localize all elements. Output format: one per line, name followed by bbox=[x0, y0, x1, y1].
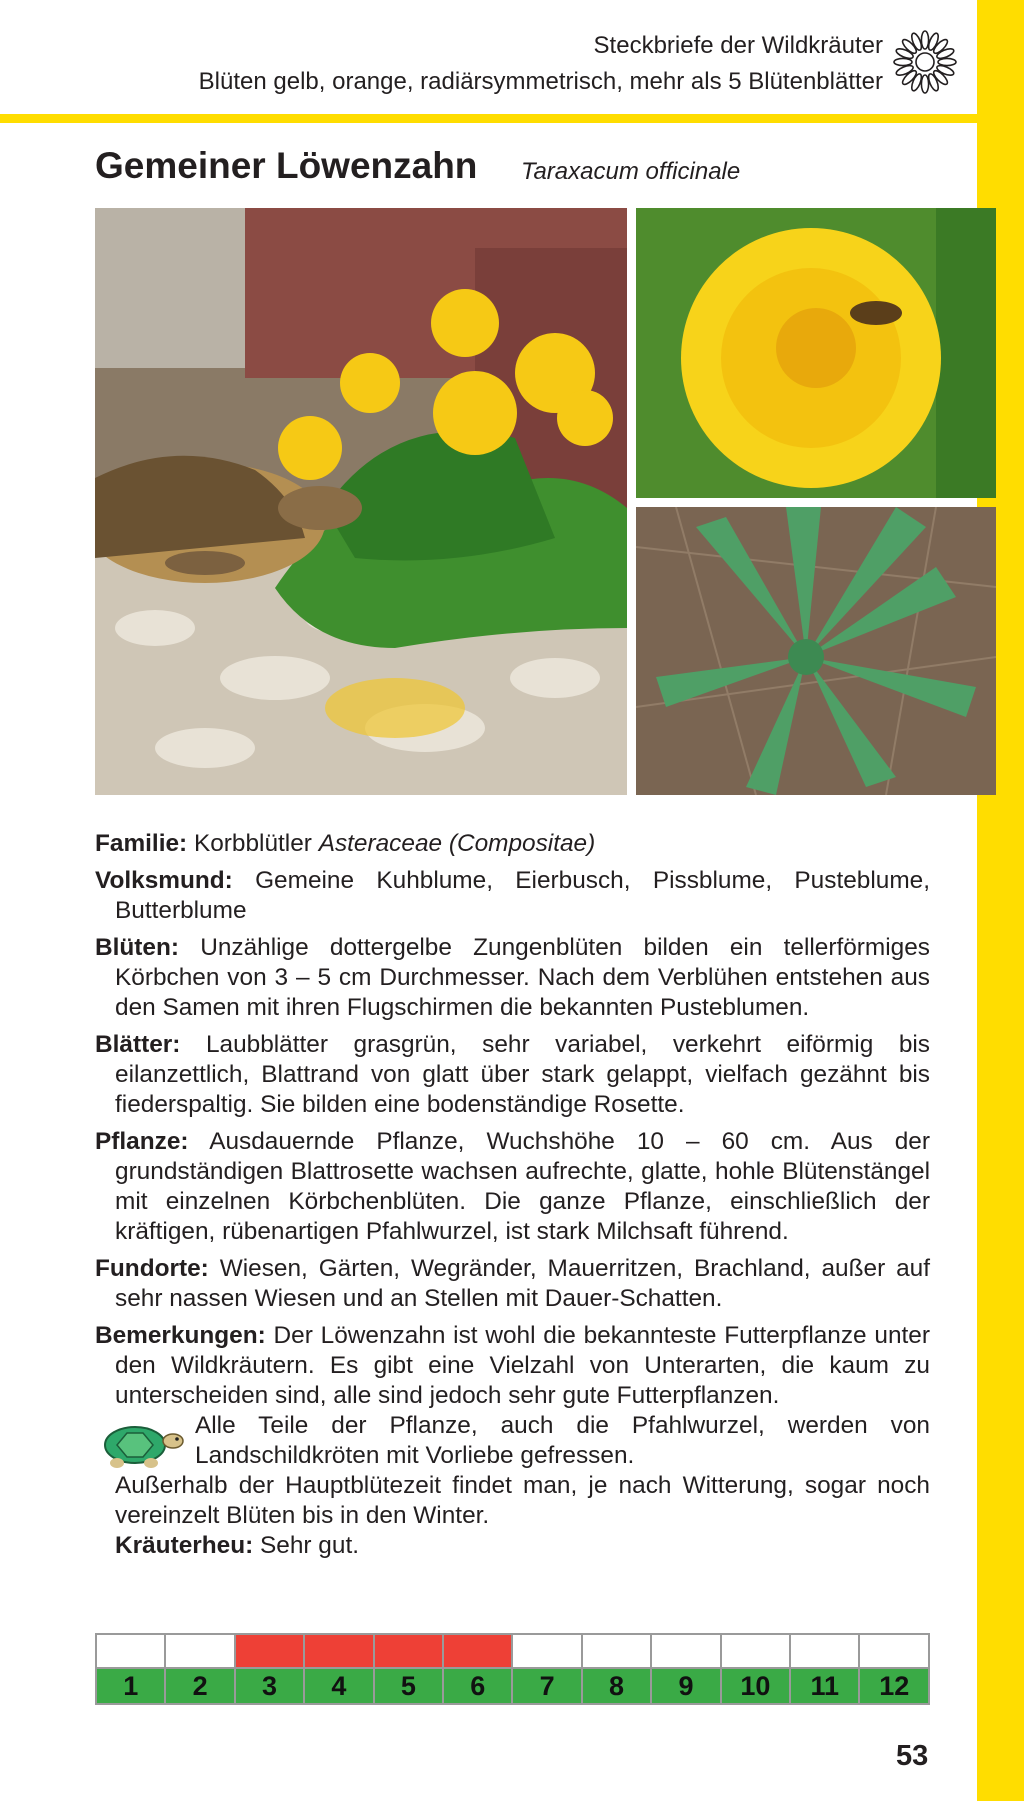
sun-flower-icon bbox=[893, 30, 957, 94]
entry-familie: Familie: Korbblütler Asteraceae (Compositae) bbox=[95, 830, 596, 857]
plant-latin-name: Taraxacum officinale bbox=[521, 158, 741, 185]
turtle-icon bbox=[95, 1415, 185, 1471]
header-subcategory: Blüten gelb, orange, radiärsymmetrisch, mehr als 5 Blütenblätter bbox=[198, 68, 883, 95]
yellow-header-rule bbox=[0, 114, 977, 123]
bloom-cell bbox=[859, 1634, 929, 1668]
photo-leaf-rosette bbox=[636, 507, 996, 795]
entry-blueten: Blüten: Unzählige dottergelbe Zungenblüten bilden ein tellerförmiges Körbchen von 3 – 5 cm Durchmesser. Nach dem Verblühen entstehen aus den Samen mit ihren Flugschirmen die bekannten Pusteblumen. bbox=[95, 934, 930, 1021]
bloom-cell bbox=[443, 1634, 512, 1668]
turtle-note: Alle Teile der Pflanze, auch die Pfahlwurzel, werden von Landschildkröten mit Vorliebe gefressen. bbox=[95, 1411, 930, 1471]
bloom-cell bbox=[235, 1634, 304, 1668]
plant-name: Gemeiner Löwenzahn bbox=[95, 145, 478, 186]
label-blaetter: Blätter: bbox=[95, 1031, 181, 1058]
month-label: 7 bbox=[512, 1668, 581, 1704]
bloom-cell bbox=[512, 1634, 581, 1668]
bloom-cell bbox=[651, 1634, 720, 1668]
label-volksmund: Volksmund: bbox=[95, 867, 233, 894]
entry-bemerkungen: Bemerkungen: Der Löwenzahn ist wohl die bekannteste Futterpflanze unter den Wildkräutern. Es gibt eine Vielzahl von Unterarten, die kaum zu unterscheiden sind, alle sind jedoch sehr gute Futterpflanzen. bbox=[95, 1322, 930, 1409]
month-label: 12 bbox=[859, 1668, 929, 1704]
bloom-cell bbox=[304, 1634, 373, 1668]
label-familie: Familie: bbox=[95, 830, 188, 857]
month-label: 9 bbox=[651, 1668, 720, 1704]
entry-pflanze: Pflanze: Ausdauernde Pflanze, Wuchshöhe 10 – 60 cm. Aus der grundständigen Blattrosette wachsen aufrechte, glatte, hohle Blütenstängel mit einzelnen Körbchenblüten. Die ganze Pflanze, einschließlich der kräftigen, rübenartigen Pfahlwurzel, ist stark Milchsaft führend. bbox=[95, 1128, 930, 1245]
entry-fundorte: Fundorte: Wiesen, Gärten, Wegränder, Mauerritzen, Brachland, außer auf sehr nassen Wiesen und an Stellen mit Dauer-Schatten. bbox=[95, 1255, 930, 1312]
label-pflanze: Pflanze: bbox=[95, 1128, 189, 1155]
bloom-cell bbox=[790, 1634, 859, 1668]
bloom-cell bbox=[165, 1634, 234, 1668]
month-label: 3 bbox=[235, 1668, 304, 1704]
month-label: 11 bbox=[790, 1668, 859, 1704]
month-label: 10 bbox=[721, 1668, 790, 1704]
bloom-bars-row bbox=[96, 1634, 929, 1668]
label-bemerkungen: Bemerkungen: bbox=[95, 1322, 266, 1349]
bloom-cell bbox=[582, 1634, 651, 1668]
header-category: Steckbriefe der Wildkräuter bbox=[593, 32, 883, 59]
label-kraeuterheu: Kräuterheu: bbox=[115, 1532, 254, 1559]
month-label: 1 bbox=[96, 1668, 165, 1704]
label-blueten: Blüten: bbox=[95, 934, 179, 961]
bloom-cell bbox=[721, 1634, 790, 1668]
month-label: 4 bbox=[304, 1668, 373, 1704]
month-label: 5 bbox=[374, 1668, 443, 1704]
month-label: 6 bbox=[443, 1668, 512, 1704]
entry-kraeuterheu: Kräuterheu: Sehr gut. bbox=[115, 1532, 359, 1559]
bloom-cell bbox=[374, 1634, 443, 1668]
label-fundorte: Fundorte: bbox=[95, 1255, 209, 1282]
month-label: 8 bbox=[582, 1668, 651, 1704]
entry-volksmund: Volksmund: Gemeine Kuhblume, Eierbusch, Pissblume, Pusteblume, Butterblume bbox=[95, 867, 930, 924]
family-latin: Asteraceae (Compositae) bbox=[318, 830, 596, 857]
entry-blaetter: Blätter: Laubblätter grasgrün, sehr variabel, verkehrt eiförmig bis eilanzettlich, Blattrand von glatt über stark gelappt, vielfach gezähnt bis fiederspaltig. Sie bilden eine bodenständige Rosette. bbox=[95, 1031, 930, 1118]
photo-tortoise-dandelions bbox=[95, 208, 627, 795]
bloom-cell bbox=[96, 1634, 165, 1668]
photo-dandelion-flower bbox=[636, 208, 996, 498]
month-numbers-row bbox=[96, 1668, 929, 1704]
entry-ausserhalb: Außerhalb der Hauptblütezeit findet man, je nach Witterung, sogar noch vereinzelt Blüten bis in den Winter. bbox=[115, 1472, 930, 1529]
bloom-calendar bbox=[95, 1633, 930, 1705]
description bbox=[95, 829, 930, 1561]
month-label: 2 bbox=[165, 1668, 234, 1704]
page-number: 53 bbox=[896, 1740, 929, 1772]
